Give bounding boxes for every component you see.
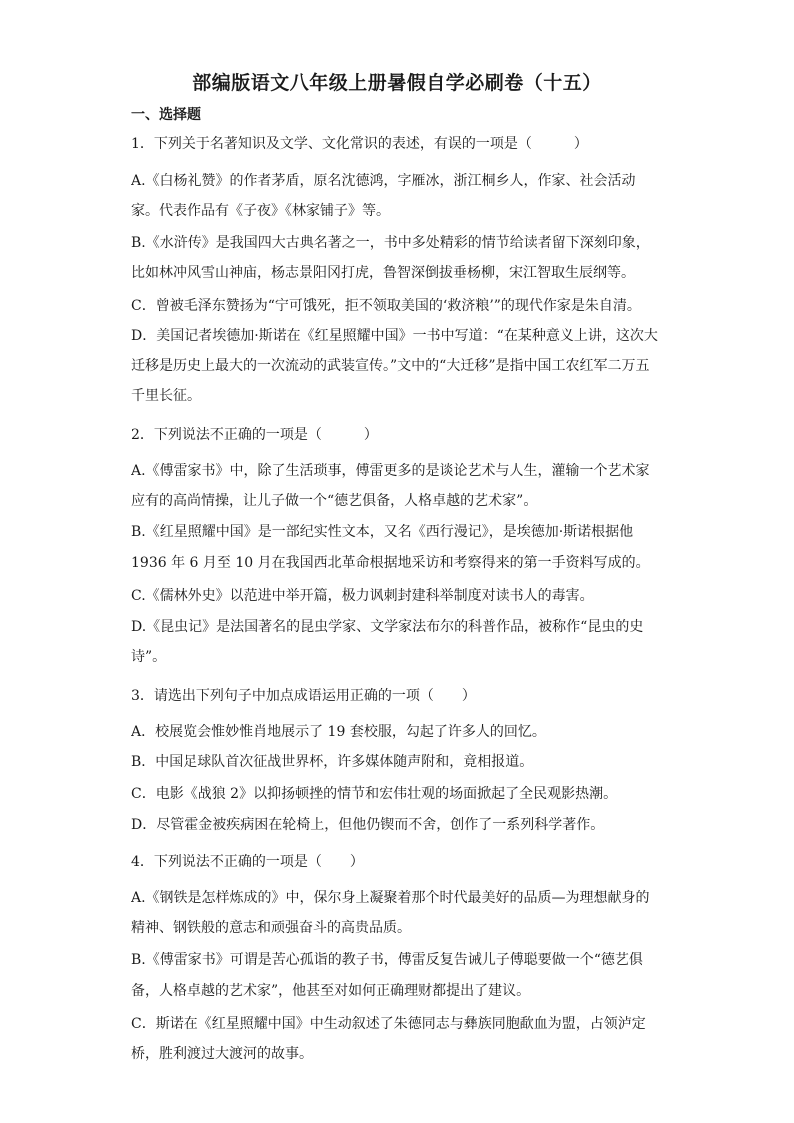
q4-option-c-line2: 桥，胜利渡过大渡河的故事。 bbox=[131, 1046, 313, 1062]
q4-option-a-line2: 精神、钢铁般的意志和顽强奋斗的高贵品质。 bbox=[131, 920, 411, 936]
q3-option-d: D．尽管霍金被疾病困在轮椅上，但他仍锲而不舍，创作了一系列科学著作。 bbox=[131, 817, 605, 833]
question-4-stem: 4．下列说法不正确的一项是（ ） bbox=[131, 854, 364, 870]
q1-option-d-line3: 千里长征。 bbox=[131, 388, 201, 404]
q1-option-a-line2: 家。代表作品有《子夜》《林家铺子》等。 bbox=[131, 203, 390, 219]
q2-option-d-line1: D.《昆虫记》是法国著名的昆虫学家、文学家法布尔的科普作品，被称作“昆虫的史 bbox=[131, 619, 644, 635]
question-2-stem: 2．下列说法不正确的一项是（ ） bbox=[131, 427, 378, 443]
q1-option-c-line1: C．曾被毛泽东赞扬为“宁可饿死，拒不领取美国的‘救济粮’”的现代作家是朱自清。 bbox=[131, 298, 641, 314]
q2-option-a-line1: A.《傅雷家书》中，除了生活琐事，傅雷更多的是谈论艺术与人生，灌输一个艺术家 bbox=[131, 463, 650, 479]
q1-option-d-line1: D．美国记者埃德加·斯诺在《红星照耀中国》一书中写道：“在某种意义上讲，这次大 bbox=[131, 328, 658, 344]
section-heading: 一、选择题 bbox=[131, 107, 201, 123]
q4-option-b-line1: B.《傅雷家书》可谓是苦心孤诣的教子书，傅雷反复告诫儿子傅聪要做一个“德艺俱 bbox=[131, 952, 643, 968]
question-3-stem: 3．请选出下列句子中加点成语运用正确的一项（ ） bbox=[131, 688, 476, 704]
q2-option-d-line2: 诗”。 bbox=[131, 649, 167, 665]
page-title: 部编版语文八年级上册暑假自学必刷卷（十五） bbox=[192, 72, 602, 94]
q2-option-b-line2: 1936 年 6 月至 10 月在我国西北革命根据地采访和考察得来的第一手资料写成的。 bbox=[131, 555, 650, 571]
q2-option-b-line1: B.《红星照耀中国》是一部纪实性文本，又名《西行漫记》，是埃德加·斯诺根据他 bbox=[131, 524, 634, 540]
q3-option-a: A．校展览会惟妙惟肖地展示了 19 套校服，勾起了许多人的回忆。 bbox=[131, 724, 546, 740]
q1-option-b-line2: 比如林冲风雪山神庙，杨志景阳冈打虎，鲁智深倒拔垂杨柳，宋江智取生辰纲等。 bbox=[131, 265, 635, 281]
q1-option-b-line1: B.《水浒传》是我国四大古典名著之一，书中多处精彩的情节给读者留下深刻印象， bbox=[131, 235, 650, 251]
q2-option-c-line1: C.《儒林外史》以范进中举开篇，极力讽刺封建科举制度对读书人的毒害。 bbox=[131, 588, 594, 604]
q2-option-a-line2: 应有的高尚情操，让儿子做一个“德艺俱备，人格卓越的艺术家”。 bbox=[131, 493, 538, 509]
q4-option-c-line1: C．斯诺在《红星照耀中国》中生动叙述了朱德同志与彝族同胞歃血为盟，占领泸定 bbox=[131, 1016, 646, 1032]
q4-option-a-line1: A.《钢铁是怎样炼成的》中，保尔身上凝聚着那个时代最美好的品质—为理想献身的 bbox=[131, 890, 650, 906]
q3-option-c: C．电影《战狼 2》以抑扬顿挫的情节和宏伟壮观的场面掀起了全民观影热潮。 bbox=[131, 786, 618, 802]
q4-option-b-line2: 备，人格卓越的艺术家”，他甚至对如何正确理财都提出了建议。 bbox=[131, 983, 531, 999]
question-1-stem: 1．下列关于名著知识及文学、文化常识的表述，有误的一项是（ ） bbox=[131, 136, 588, 152]
q1-option-a-line1: A.《白杨礼赞》的作者茅盾，原名沈德鸿，字雁冰，浙江桐乡人，作家、社会活动 bbox=[131, 173, 636, 189]
q3-option-b: B．中国足球队首次征战世界杯，许多媒体随声附和，竟相报道。 bbox=[131, 754, 534, 770]
q1-option-d-line2: 迁移是历史上最大的一次流动的武装宣传。”文中的“大迁移”是指中国工农红军二万五 bbox=[131, 358, 650, 374]
